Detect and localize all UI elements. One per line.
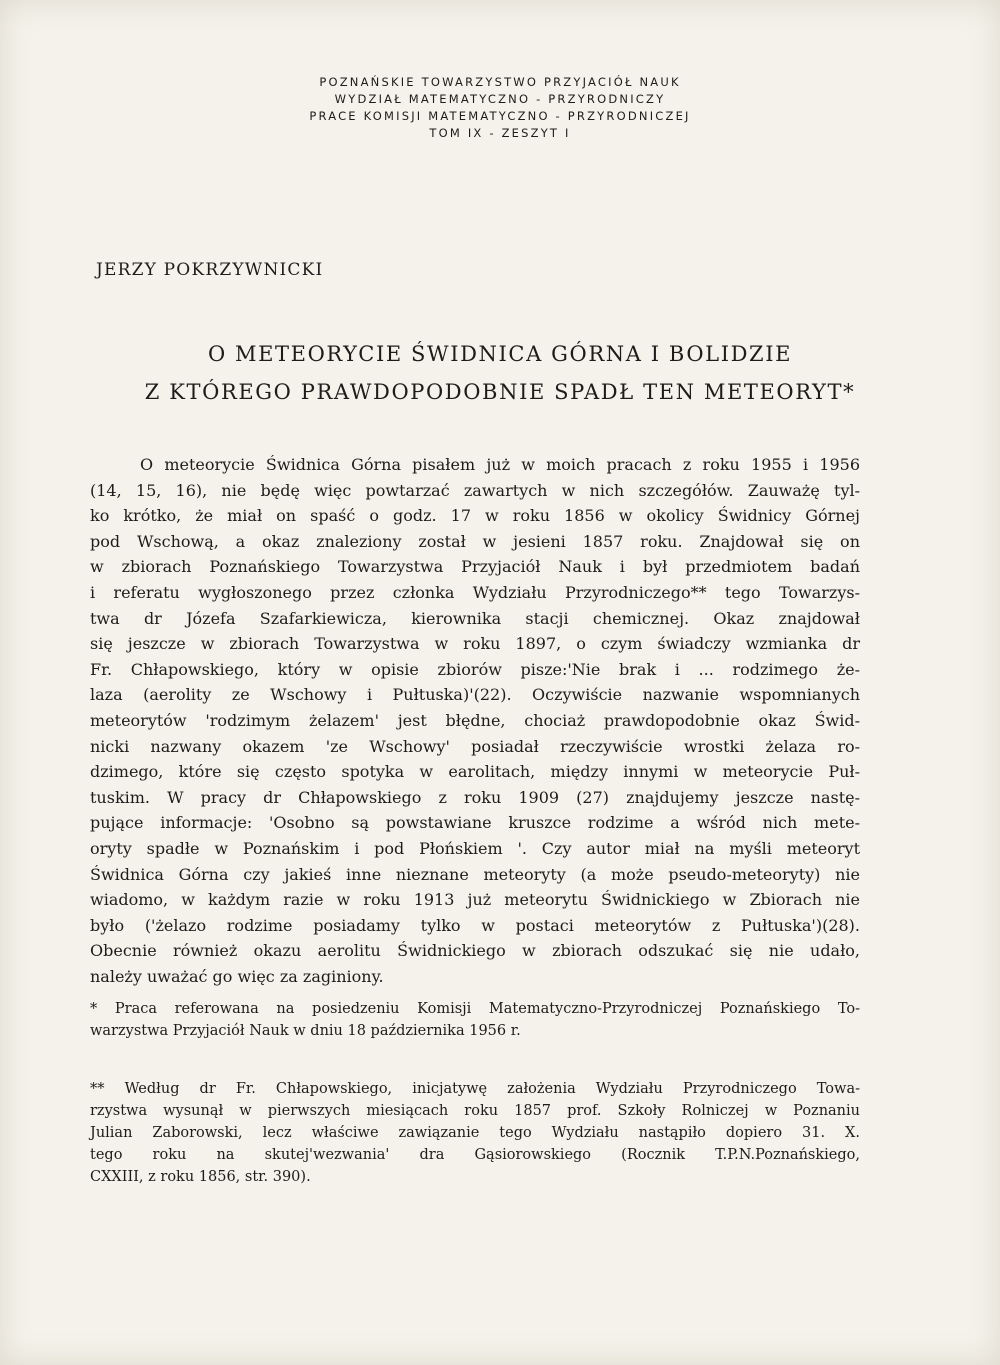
body-line: tuskim. W pracy dr Chłapowskiego z roku 1909 (27) znajdujemy jeszcze nastę- [90, 787, 860, 807]
body-line: wiadomo, w każdym razie w roku 1913 już meteorytu Świdnickiego w Zbiorach nie [90, 890, 860, 910]
body-line: pod Wschową, a okaz znaleziony został w jesieni 1857 roku. Znajdował się on [90, 531, 860, 551]
body-line: Świdnica Górna czy jakieś inne nieznane meteoryty (a może pseudo-meteoryty) nie [90, 864, 860, 884]
header-line: POZNAŃSKIE TOWARZYSTWO PRZYJACIÓŁ NAUK [319, 75, 681, 89]
footnote-line: ** Według dr Fr. Chłapowskiego, inicjatywę założenia Wydziału Przyrodniczego Towa- [90, 1081, 860, 1097]
footnote-line: tego roku na skutej'wezwania' dra Gąsiorowskiego (Rocznik T.P.N.Poznańskiego, [90, 1147, 860, 1163]
body-paragraph [90, 452, 860, 989]
body-line: należy uważać go więc za zaginiony. [90, 966, 384, 986]
footnote-line: CXXIII, z roku 1856, str. 390). [90, 1169, 311, 1185]
header-line: TOM IX - ZESZYT I [429, 126, 571, 140]
author-name: JERZY POKRZYWNICKI [96, 260, 324, 280]
body-line: pujące informacje: 'Osobno są powstawiane kruszce rodzime a wśród nich mete- [90, 813, 860, 833]
body-line: meteorytów 'rodzimym żelazem' jest błędne, chociaż prawdopodobnie okaz Świd- [90, 710, 860, 730]
footnote-line: rzystwa wysunął w pierwszych miesiącach roku 1857 prof. Szkoły Rolniczej w Poznaniu [90, 1103, 860, 1119]
series-header [220, 74, 780, 142]
body-line: nicki nazwany okazem 'ze Wschowy' posiadał rzeczywiście wrostki żelaza ro- [90, 736, 860, 756]
title-line: O METEORYCIE ŚWIDNICA GÓRNA I BOLIDZIE [207, 342, 793, 366]
title-line: Z KTÓREGO PRAWDOPODOBNIE SPADŁ TEN METEORYT* [144, 380, 856, 404]
footnote-line: Julian Zaborowski, lecz właściwe zawiązanie tego Wydziału nastąpiło dopiero 31. X. [90, 1125, 860, 1141]
body-line: laza (aerolity ze Wschowy i Pułtuska)'(22). Oczywiście nazwanie wspomnianych [90, 685, 860, 705]
footnote-2 [90, 1078, 860, 1188]
body-line: (14, 15, 16), nie będę więc powtarzać zawartych w nich szczegółów. Zauważę tyl- [90, 480, 860, 500]
body-line: Obecnie również okazu aerolitu Świdnickiego w zbiorach odszukać się nie udało, [90, 941, 860, 961]
footnote-line: warzystwa Przyjaciół Nauk w dniu 18 października 1956 r. [90, 1023, 521, 1039]
body-line: ko krótko, że miał on spaść o godz. 17 w roku 1856 w okolicy Świdnicy Górnej [90, 506, 860, 526]
article-title [110, 335, 890, 411]
footnote-1 [90, 998, 860, 1042]
body-line: było ('żelazo rodzime posiadamy tylko w postaci meteorytów z Pułtuska')(28). [90, 915, 860, 935]
footnote-line: * Praca referowana na posiedzeniu Komisji Matematyczno-Przyrodniczej Poznańskiego To- [90, 1001, 860, 1017]
body-line: twa dr Józefa Szafarkiewicza, kierownika stacji chemicznej. Okaz znajdował [90, 608, 860, 628]
body-line: się jeszcze w zbiorach Towarzystwa w roku 1897, o czym świadczy wzmianka dr [90, 634, 860, 654]
body-line: i referatu wygłoszonego przez członka Wydziału Przyrodniczego** tego Towarzys- [90, 582, 860, 602]
body-line: O meteorycie Świdnica Górna pisałem już w moich pracach z roku 1955 i 1956 [140, 455, 860, 474]
body-line: w zbiorach Poznańskiego Towarzystwa Przyjaciół Nauk i był przedmiotem badań [90, 557, 860, 577]
body-line: dzimego, które się często spotyka w earolitach, między innymi w meteorycie Puł- [90, 762, 860, 782]
header-line: WYDZIAŁ MATEMATYCZNO - PRZYRODNICZY [334, 92, 666, 106]
header-line: PRACE KOMISJI MATEMATYCZNO - PRZYRODNICZEJ [309, 109, 691, 123]
body-line: oryty spadłe w Poznańskim i pod Płońskiem '. Czy autor miał na myśli meteoryt [90, 838, 860, 858]
body-line: Fr. Chłapowskiego, który w opisie zbiorów pisze:'Nie brak i ... rodzimego że- [90, 659, 860, 679]
